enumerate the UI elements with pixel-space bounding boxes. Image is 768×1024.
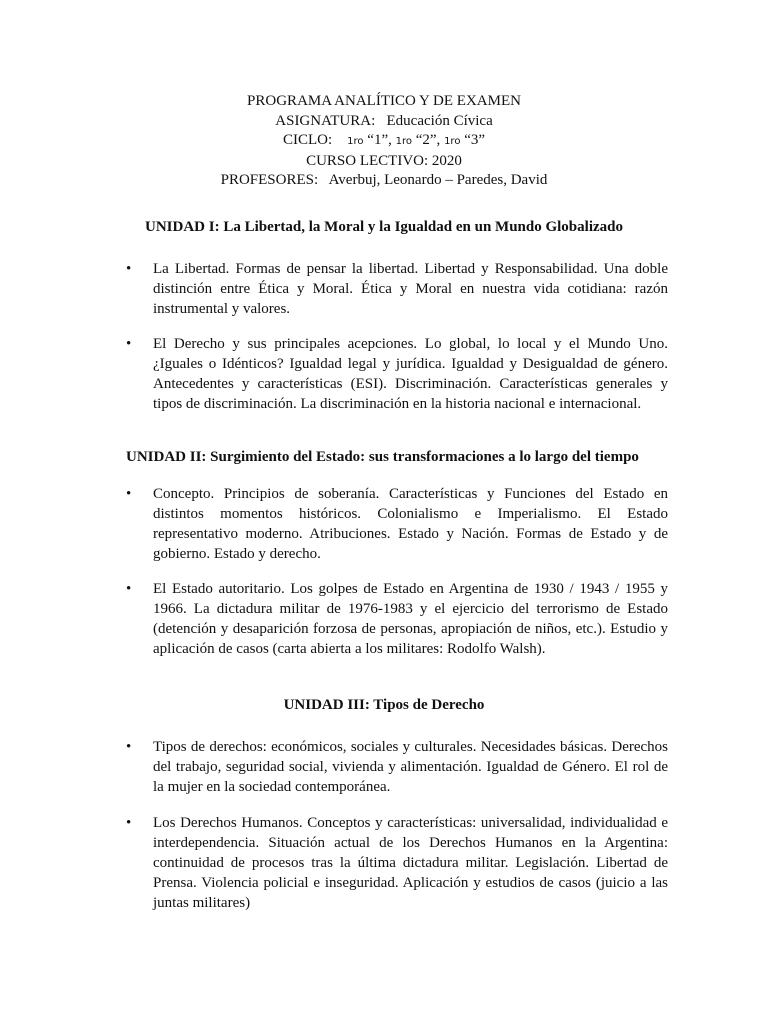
unit-3-bullet-2 [126, 813, 668, 913]
cycle-2-prefix: 1ro [395, 136, 412, 147]
unit-2-bullet-2-text: El Estado autoritario. Los golpes de Estado en Argentina de 1930 / 1943 / 1955 y 1966. La dictadura militar de 1976-1983 y el ejercicio del terrorismo de Estado (detención y desaparición forzosa de personas, apropiación de niños, etc.). Estudio y aplicación de casos (carta abierta a los militares: Rodolfo Walsh). [153, 581, 668, 657]
unit-1-title: UNIDAD I: La Libertad, la Moral y la Igualdad en un Mundo Globalizado [145, 219, 623, 235]
teachers-line: PROFESORES: Averbuj, Leonardo – Paredes, David [220, 172, 548, 188]
cycle-1-prefix: 1ro [347, 136, 364, 147]
school-year-line: CURSO LECTIVO: 2020 [306, 152, 462, 169]
bullet-icon: • [126, 486, 132, 502]
cycle-line [0, 131, 768, 152]
bullet-icon: • [126, 336, 132, 352]
cycle-3-prefix: 1ro [444, 136, 461, 147]
unit-1-bullet-1 [126, 259, 668, 319]
subject-line: ASIGNATURA: Educación Cívica [275, 112, 493, 129]
unit-1-bullet-2-text: El Derecho y sus principales acepciones. Lo global, lo local y el Mundo Uno. ¿Iguales o Idénticos? Igualdad legal y jurídica. Igualdad y Desigualdad de género. Antecedentes y características (ESI). Discriminación. Características generales y tipos de discriminación. La discriminación en la historia nacional e internacional. [153, 336, 668, 412]
unit-3-bullet-2-text: Los Derechos Humanos. Conceptos y características: universalidad, individualidad e interdependencia. Situación actual de los Derechos Humanos en la Argentina: continuidad de procesos tras la última dictadura militar. Legislación. Libertad de Prensa. Violencia policial e inseguridad. Aplicación y estudios de casos (juicio a las juntas militares) [153, 815, 668, 911]
unit-2-title: UNIDAD II: Surgimiento del Estado: sus transformaciones a lo largo del tiempo [126, 449, 639, 465]
unit-2-bullet-1 [126, 484, 668, 564]
cycle-label: CICLO: [282, 132, 348, 148]
unit-3-bullet-1 [126, 737, 668, 797]
document-header [0, 92, 768, 191]
unit-3-bullet-1-text: Tipos de derechos: económicos, sociales y culturales. Necesidades básicas. Derechos del trabajo, seguridad social, vivienda y alimentación. Igualdad de Género. El rol de la mujer en la sociedad contemporánea. [153, 739, 668, 795]
cycle-3-value: “3” [460, 132, 486, 148]
unit-2-bullet-2 [126, 579, 668, 659]
bullet-icon: • [126, 815, 132, 831]
cycle-2-value: “2”, [411, 132, 445, 148]
bullet-icon: • [126, 581, 132, 597]
unit-1-bullet-1-text: La Libertad. Formas de pensar la libertad. Libertad y Responsabilidad. Una doble distinción entre Ética y Moral. Ética y Moral en nuestra vida cotidiana: razón instrumental y valores. [153, 261, 668, 317]
program-title: PROGRAMA ANALÍTICO Y DE EXAMEN [247, 93, 521, 109]
unit-3-title: UNIDAD III: Tipos de Derecho [283, 697, 485, 713]
bullet-icon: • [126, 739, 132, 755]
unit-1-bullet-2 [126, 334, 668, 414]
cycle-1-value: “1”, [363, 132, 396, 148]
bullet-icon: • [126, 261, 132, 277]
unit-2-bullet-1-text: Concepto. Principios de soberanía. Características y Funciones del Estado en distintos momentos históricos. Colonialismo e Imperialismo. El Estado representativo moderno. Atribuciones. Estado y Nación. Formas de Estado y de gobierno. Estado y derecho. [153, 486, 668, 562]
